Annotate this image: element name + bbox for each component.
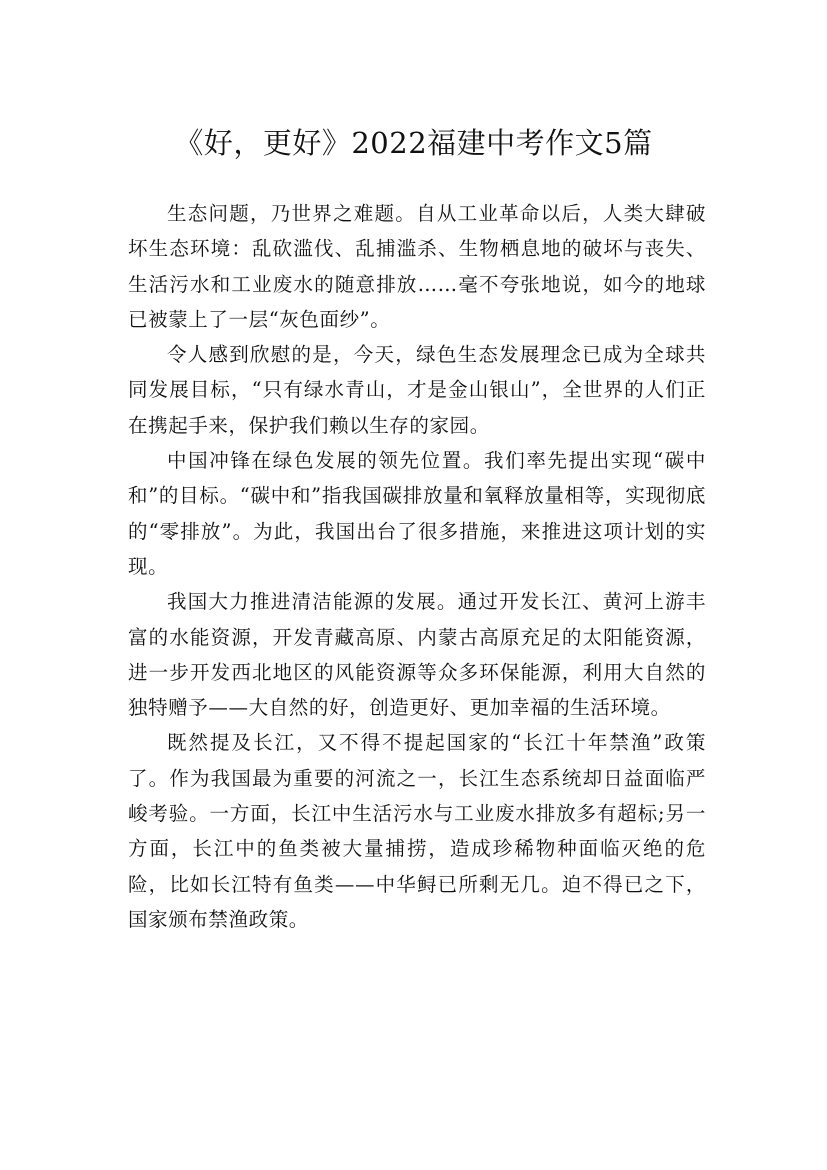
paragraph: 令人感到欣慰的是，今天，绿色生态发展理念已成为全球共同发展目标，“只有绿水青山，才是金山银山”，全世界的人们正在携起手来，保护我们赖以生存的家园。 [128,343,706,437]
paragraph: 中国冲锋在绿色发展的领先位置。我们率先提出实现“碳中和”的目标。“碳中和”指我国碳排放量和氧释放量相等，实现彻底的“零排放”。为此，我国出台了很多措施，来推进这项计划的实现。 [128,449,706,578]
paragraph: 生态问题，乃世界之难题。自从工业革命以后，人类大肆破坏生态环境：乱砍滥伐、乱捕滥杀、生物栖息地的破坏与丧失、生活污水和工业废水的随意排放……毫不夸张地说，如今的地球已被蒙上了一层“灰色面纱”。 [128,202,706,331]
document-body [128,196,706,937]
paragraph: 我国大力推进清洁能源的发展。通过开发长江、黄河上游丰富的水能资源，开发青藏高原、内蒙古高原充足的太阳能资源，进一步开发西北地区的风能资源等众多环保能源，利用大自然的独特赠予——大自然的好，创造更好、更加幸福的生活环境。 [128,590,706,720]
paragraph: 既然提及长江，又不得不提起国家的“长江十年禁渔”政策了。作为我国最为重要的河流之一，长江生态系统却日益面临严峻考验。一方面，长江中生活污水与工业废水排放多有超标;另一方面，长江中的鱼类被大量捕捞，造成珍稀物种面临灭绝的危险，比如长江特有鱼类——中华鲟已所剩无几。迫不得已之下，国家颁布禁渔政策。 [128,731,706,931]
document-title: 《好，更好》2022福建中考作文5篇 [174,126,653,161]
